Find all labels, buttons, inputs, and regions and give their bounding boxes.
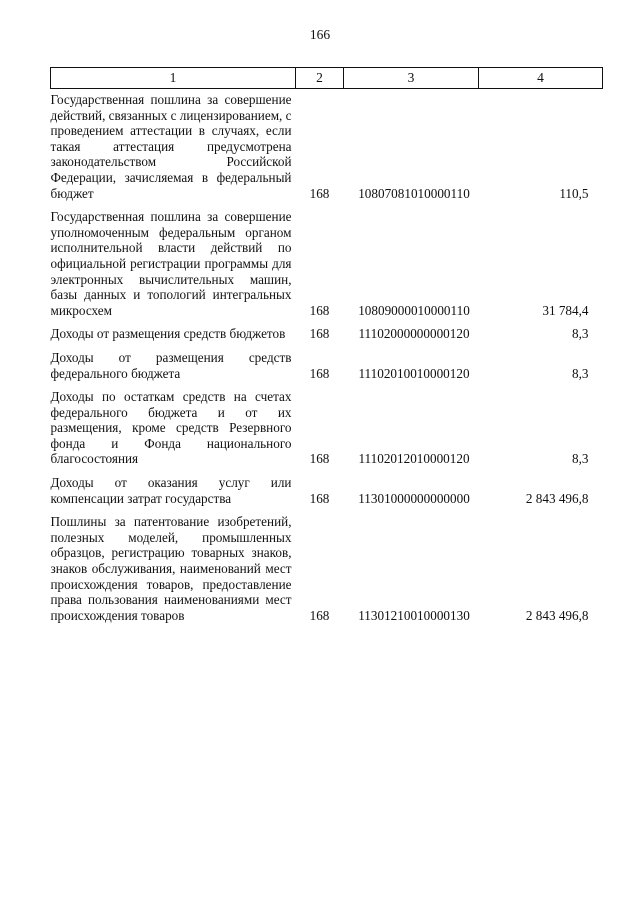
row-code: 11102012010000120 [358,451,470,467]
table-body [51,89,603,624]
table-row [51,381,603,467]
header-col-4: 4 [479,68,603,89]
row-chapter: 168 [309,185,330,201]
row-amount: 110,5 [559,185,589,201]
row-code: 10807081010000110 [358,185,470,201]
table-row [51,467,603,506]
row-amount: 31 784,4 [542,302,589,318]
row-description: Доходы по остаткам средств на счетах федерального бюджета и от их размещения, кроме средств Резервного фонда и Фонда национального благосостояния [50,389,292,467]
row-code: 10809000010000110 [358,302,470,318]
row-chapter: 168 [309,490,330,506]
row-description: Доходы от размещения средств федерального бюджета [50,349,292,381]
table-header [51,68,603,89]
table-row [51,201,603,318]
row-code: 11102000000000120 [358,326,470,342]
row-amount: 8,3 [572,365,589,381]
row-code: 11102010010000120 [358,365,470,381]
row-description: Пошлины за патентование изобретений, полезных моделей, промышленных образцов, регистрацию товарных знаков, знаков обслуживания, наименований мест происхождения товаров, предоставление права пользования наименованиями мест происхождения товаров [50,514,292,623]
page-number: 166 [309,27,331,42]
row-chapter: 168 [309,365,330,381]
row-description: Доходы от размещения средств бюджетов [50,326,286,342]
row-description: Государственная пошлина за совершение уполномоченным федеральным органом исполнительной власти действий по официальной регистрации программы для электронных вычислительных машин, базы данных и топологий интегральных микросхем [50,209,292,318]
header-col-2: 2 [296,68,344,89]
row-amount: 2 843 496,8 [525,490,589,506]
header-col-1: 1 [51,68,296,89]
revenue-table [50,67,603,623]
row-amount: 8,3 [572,451,589,467]
row-description: Доходы от оказания услуг или компенсации затрат государства [50,475,292,506]
table-row [51,342,603,381]
header-col-3: 3 [344,68,479,89]
row-code: 11301000000000000 [358,490,470,506]
table-row [51,89,603,202]
row-chapter: 168 [309,326,330,342]
table-row [51,506,603,623]
row-amount: 8,3 [572,326,589,342]
header-row [51,68,603,89]
row-chapter: 168 [309,451,330,467]
row-code: 11301210010000130 [358,607,470,623]
row-chapter: 168 [309,607,330,623]
row-description: Государственная пошлина за совершение действий, связанных с лицензированием, с проведением аттестации в случаях, если такая аттестация предусмотрена законодательством Российской Федерации, зачисляемая в федеральный бюджет [50,92,292,201]
row-chapter: 168 [309,302,330,318]
table-row [51,318,603,342]
row-amount: 2 843 496,8 [525,607,589,623]
